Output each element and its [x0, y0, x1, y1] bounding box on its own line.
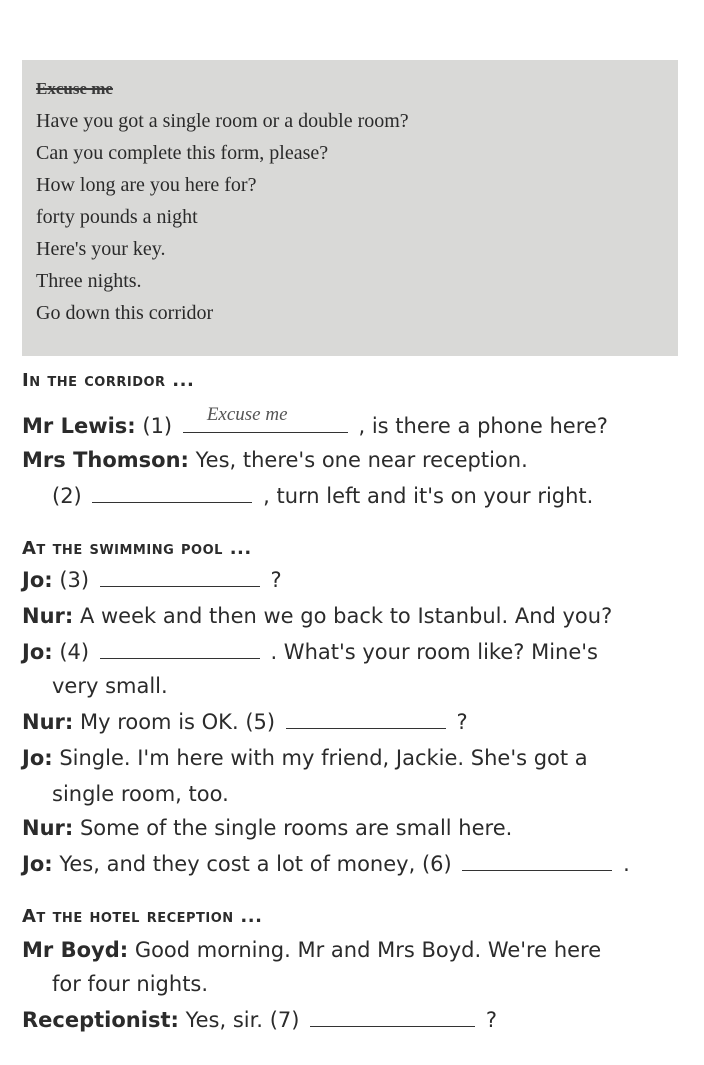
- speaker-name: Mr Lewis:: [22, 414, 136, 438]
- answer-blank[interactable]: [286, 708, 446, 729]
- dialogue-line: [22, 404, 608, 442]
- line-text: Yes, sir.: [185, 1008, 263, 1032]
- line-text: Good morning. Mr and Mrs Boyd. We're here: [134, 938, 602, 962]
- dialogue-line: [22, 848, 630, 880]
- section-heading-corridor: In the corridor ...: [22, 370, 195, 391]
- phrase-box: [22, 60, 678, 356]
- blank-number: (6): [421, 852, 452, 876]
- speaker-name: Jo:: [22, 746, 53, 770]
- speaker-name: Mr Boyd:: [22, 938, 129, 962]
- answer-blank[interactable]: [183, 404, 348, 433]
- line-text: very small.: [52, 674, 168, 698]
- phrase-item: Three nights.: [36, 270, 142, 292]
- dialogue-line: [52, 778, 229, 810]
- speaker-name: Nur:: [22, 604, 74, 628]
- blank-number: (3): [59, 568, 90, 592]
- phrase-item-crossed-out: Excuse me: [36, 79, 113, 98]
- line-text: Yes, and they cost a lot of money,: [59, 852, 416, 876]
- line-text: ?: [456, 710, 468, 734]
- dialogue-line: [52, 670, 168, 702]
- answer-blank[interactable]: [462, 850, 612, 871]
- line-text: , is there a phone here?: [358, 414, 608, 438]
- line-text: ?: [270, 568, 282, 592]
- dialogue-line: [22, 444, 528, 476]
- speaker-name: Receptionist:: [22, 1008, 179, 1032]
- speaker-name: Mrs Thomson:: [22, 448, 189, 472]
- section-heading-reception: At the hotel reception ...: [22, 906, 263, 927]
- dialogue-line: [22, 564, 282, 596]
- line-text: Yes, there's one near reception.: [195, 448, 528, 472]
- blank-number: (7): [269, 1008, 300, 1032]
- phrase-item: forty pounds a night: [36, 206, 198, 228]
- line-text: for four nights.: [52, 972, 209, 996]
- dialogue-line: [52, 968, 208, 1000]
- line-text: single room, too.: [52, 782, 229, 806]
- speaker-name: Jo:: [22, 568, 53, 592]
- phrase-item: Have you got a single room or a double room?: [36, 110, 409, 132]
- answer-blank[interactable]: [100, 566, 260, 587]
- line-text: My room is OK.: [79, 710, 239, 734]
- phrase-item: Can you complete this form, please?: [36, 142, 329, 164]
- line-text: ?: [485, 1008, 497, 1032]
- speaker-name: Nur:: [22, 710, 74, 734]
- speaker-name: Jo:: [22, 852, 53, 876]
- blank-number: (2): [52, 484, 82, 508]
- dialogue-line: [52, 480, 593, 512]
- line-text: Single. I'm here with my friend, Jackie. She's got a: [59, 746, 588, 770]
- dialogue-line: [22, 812, 512, 844]
- dialogue-line: [22, 706, 468, 738]
- phrase-item: Here's your key.: [36, 238, 166, 260]
- answer-blank[interactable]: [92, 482, 252, 503]
- speaker-name: Jo:: [22, 640, 53, 664]
- blank-number: (5): [245, 710, 276, 734]
- dialogue-line: [22, 600, 612, 632]
- phrase-item: How long are you here for?: [36, 174, 257, 196]
- dialogue-line: [22, 934, 601, 966]
- dialogue-line: [22, 1004, 497, 1036]
- blank-number: (4): [59, 640, 90, 664]
- line-text: Some of the single rooms are small here.: [79, 816, 513, 840]
- answer-blank[interactable]: [100, 638, 260, 659]
- section-heading-pool: At the swimming pool ...: [22, 538, 252, 559]
- line-text: . What's your room like? Mine's: [270, 640, 598, 664]
- line-text: , turn left and it's on your right.: [263, 484, 594, 508]
- blank-number: (1): [142, 414, 173, 438]
- answer-blank[interactable]: [310, 1006, 475, 1027]
- example-answer: Excuse me: [206, 404, 288, 425]
- phrase-item: Go down this corridor: [36, 302, 214, 324]
- dialogue-line: [22, 636, 598, 668]
- line-text: .: [623, 852, 630, 876]
- line-text: A week and then we go back to Istanbul. And you?: [79, 604, 613, 628]
- speaker-name: Nur:: [22, 816, 74, 840]
- dialogue-line: [22, 742, 588, 774]
